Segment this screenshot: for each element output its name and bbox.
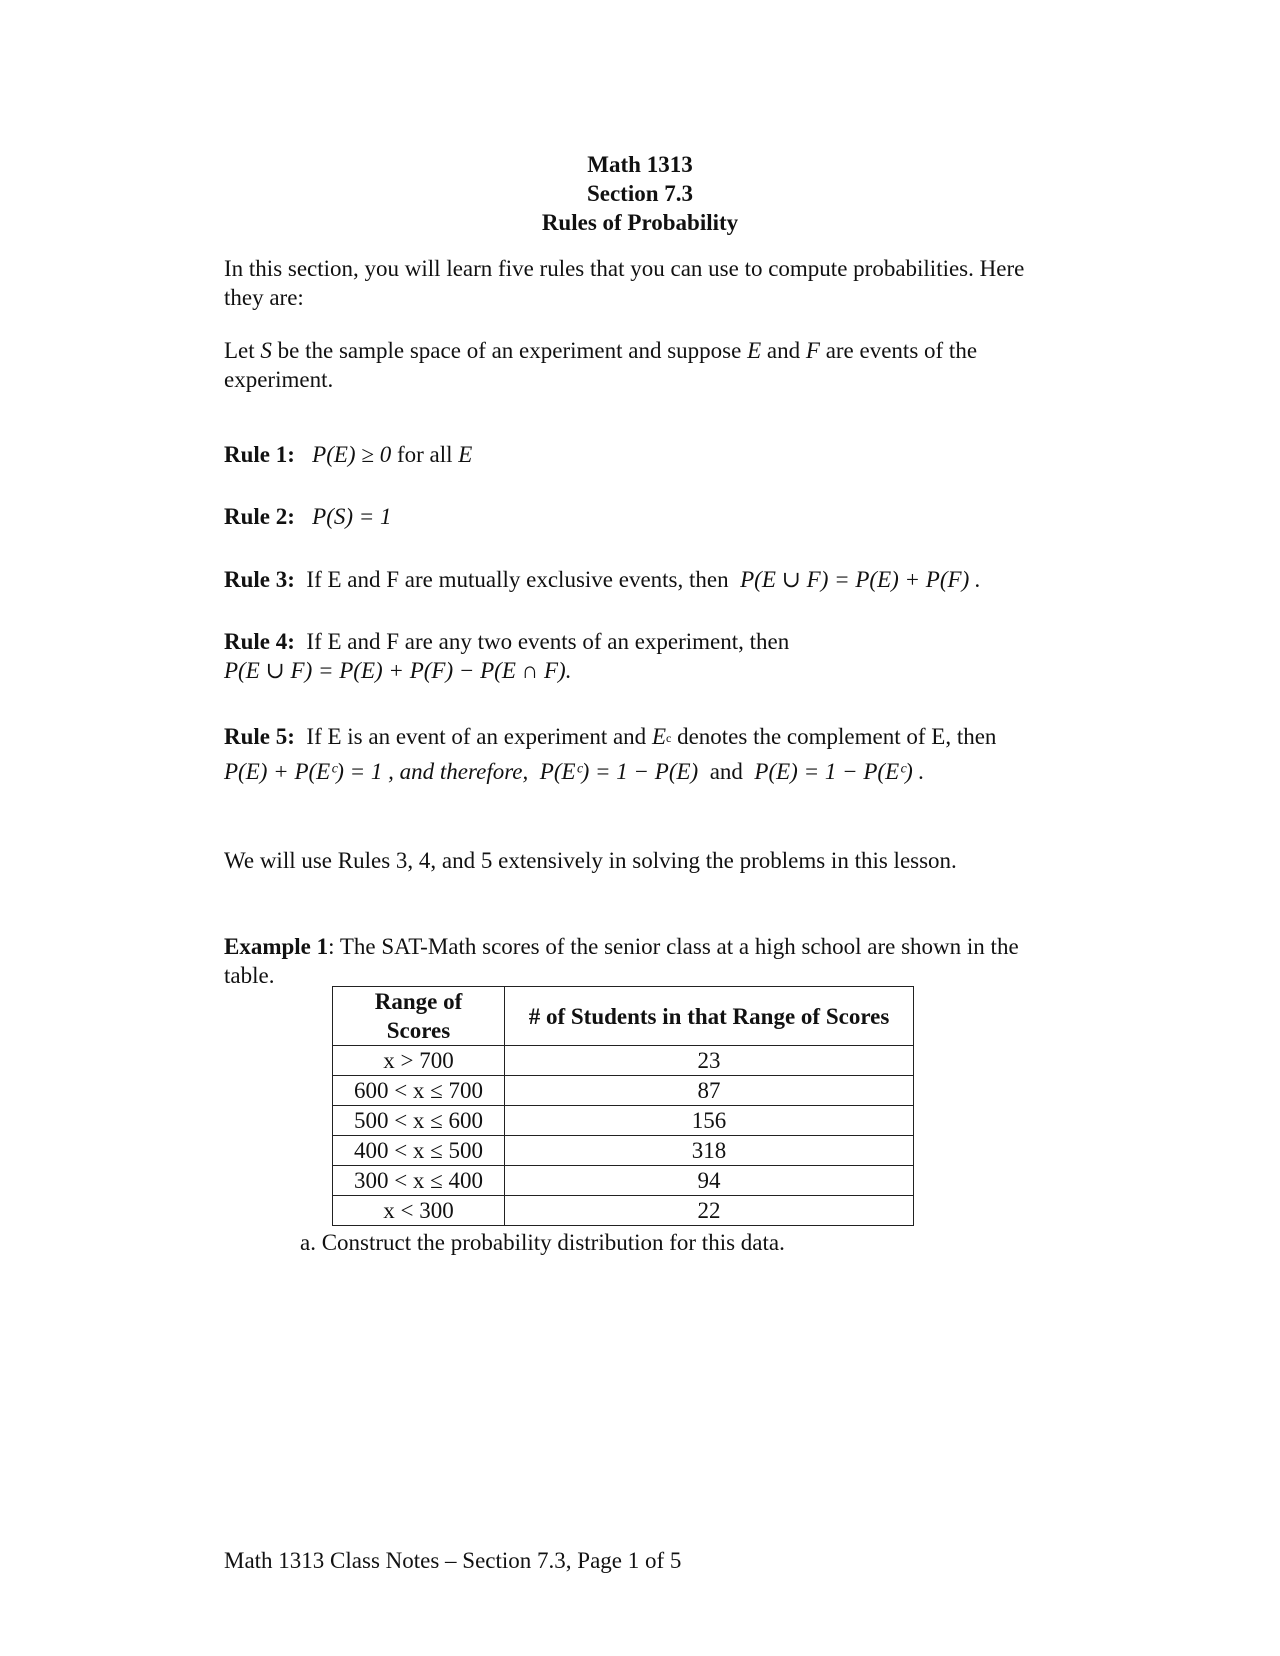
range-cell: 300 < x ≤ 400	[333, 1166, 505, 1196]
range-cell: 400 < x ≤ 500	[333, 1136, 505, 1166]
rule-3-label: Rule 3:	[224, 567, 295, 592]
rule-5	[224, 722, 1054, 786]
table-row	[333, 1076, 914, 1106]
section-title: Section 7.3	[586, 181, 694, 206]
intro-paragraph: In this section, you will learn five rules that you can use to compute probabilities. Here they are:	[224, 256, 1025, 310]
table-header-row	[333, 987, 914, 1046]
rule-5-expr-3: P(E) = 1 − P(Eᶜ) .	[754, 759, 925, 784]
rule-1-expr: P(E) ≥ 0	[312, 442, 392, 467]
rule-5-formulas	[224, 757, 924, 786]
rule-2-label: Rule 2:	[224, 504, 295, 529]
scores-table	[332, 986, 914, 1226]
closing-paragraph: We will use Rules 3, 4, and 5 extensively in solving the problems in this lesson.	[224, 848, 957, 873]
course-title: Math 1313	[587, 152, 693, 177]
rule-5-expr-1: P(E) + P(Eᶜ) = 1 , and therefore,	[224, 759, 529, 784]
range-cell: x > 700	[333, 1046, 505, 1076]
rule-5-and: and	[709, 759, 743, 784]
rule-3	[224, 565, 1104, 594]
rule-3-expr: P(E ∪ F) = P(E) + P(F) .	[740, 567, 981, 592]
range-cell: x < 300	[333, 1196, 505, 1226]
rule-5-text-2: denotes the complement of E, then	[677, 724, 997, 749]
topic-title: Rules of Probability	[541, 210, 739, 235]
setup-text: are events of the experiment.	[224, 338, 978, 392]
table-row	[333, 1046, 914, 1076]
rule-5-label: Rule 5:	[224, 724, 295, 749]
column-header-count: # of Students in that Range of Scores	[505, 987, 914, 1046]
table-row	[333, 1106, 914, 1136]
count-cell: 318	[505, 1136, 914, 1166]
rule-1-label: Rule 1:	[224, 442, 295, 467]
setup-text: and	[761, 338, 806, 363]
count-cell: 22	[505, 1196, 914, 1226]
rule-4	[224, 627, 1054, 685]
rule-5-ec: E	[651, 724, 666, 749]
rule-2-expr: P(S) = 1	[312, 504, 392, 529]
part-a: a. Construct the probability distribution for this data.	[300, 1230, 785, 1255]
rule-1-var: E	[458, 442, 473, 467]
rule-4-label: Rule 4:	[224, 629, 295, 654]
document-title	[0, 150, 1280, 237]
setup-text: Let	[224, 338, 261, 363]
range-cell: 500 < x ≤ 600	[333, 1106, 505, 1136]
rule-4-expr: P(E ∪ F) = P(E) + P(F) − P(E ∩ F).	[224, 658, 572, 683]
column-header-range: Range of Scores	[333, 987, 505, 1046]
table-row	[333, 1166, 914, 1196]
rule-5-expr-2: P(Eᶜ) = 1 − P(E)	[539, 759, 699, 784]
var-f: F	[805, 338, 820, 363]
example-1-text: : The SAT-Math scores of the senior class at a high school are shown in the table.	[224, 934, 1019, 988]
rule-2	[224, 502, 1054, 531]
var-e: E	[747, 338, 762, 363]
example-1-paragraph	[224, 932, 1054, 990]
rule-5-text-1: If E is an event of an experiment and	[306, 724, 647, 749]
rule-5-sup: c	[666, 731, 672, 745]
setup-paragraph	[224, 336, 1054, 394]
table-row	[333, 1136, 914, 1166]
setup-text: be the sample space of an experiment and suppose	[271, 338, 748, 363]
page-footer: Math 1313 Class Notes – Section 7.3, Page 1 of 5	[224, 1548, 682, 1573]
count-cell: 94	[505, 1166, 914, 1196]
rule-1-tail: for all	[396, 442, 459, 467]
rule-3-text: If E and F are mutually exclusive events, then	[306, 567, 729, 592]
example-1-label: Example 1	[224, 934, 329, 959]
range-cell: 600 < x ≤ 700	[333, 1076, 505, 1106]
count-cell: 156	[505, 1106, 914, 1136]
count-cell: 87	[505, 1076, 914, 1106]
rule-4-text: If E and F are any two events of an experiment, then	[306, 629, 790, 654]
table-row	[333, 1196, 914, 1226]
count-cell: 23	[505, 1046, 914, 1076]
rule-1	[224, 440, 1054, 469]
var-s: S	[260, 338, 272, 363]
